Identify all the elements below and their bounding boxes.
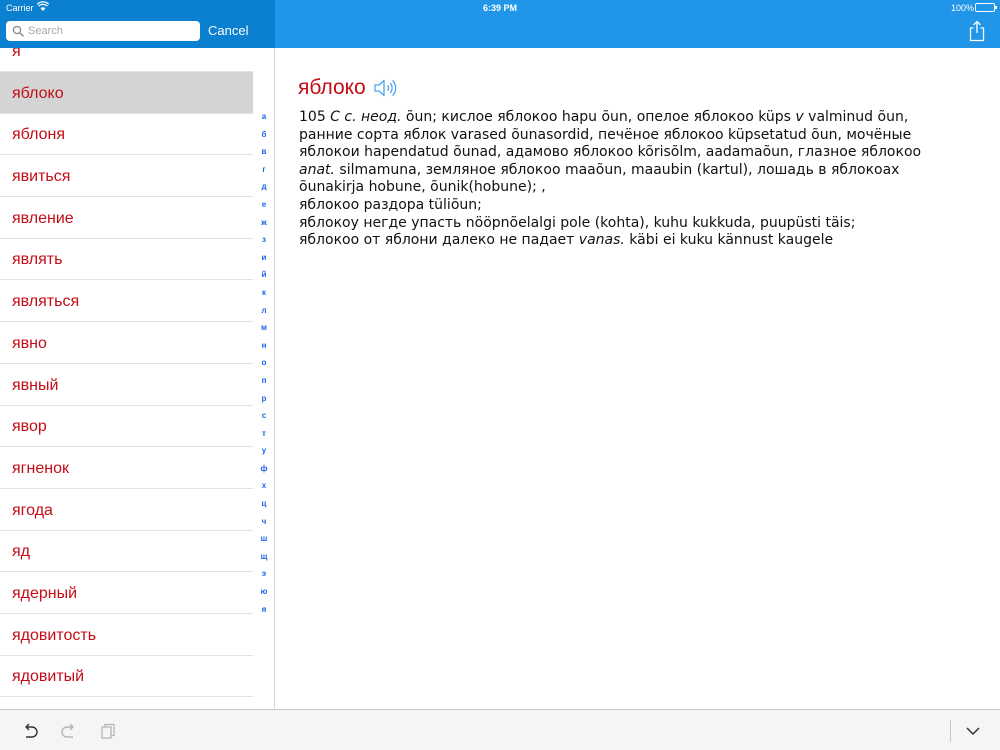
list-item-label: являть: [12, 251, 63, 269]
entry-title: яблоко: [298, 76, 366, 99]
list-item-label: яд: [12, 543, 30, 561]
battery-icon: [975, 3, 995, 12]
index-letter[interactable]: б: [261, 129, 267, 139]
index-letter[interactable]: я: [261, 604, 267, 614]
definition-text: яблокои hapendatud õunad, адамово яблокоо kõrisõlm, aadamaõun, глазное яблокоо: [299, 144, 922, 161]
list-item[interactable]: [0, 114, 253, 156]
word-list-panel: [0, 48, 275, 709]
definition-label: С с. неод.: [330, 109, 402, 125]
definition-line: [299, 109, 949, 127]
index-letter[interactable]: и: [261, 252, 267, 262]
definition-line: [299, 197, 949, 215]
battery-percent: 100%: [950, 3, 974, 13]
index-letter[interactable]: щ: [260, 551, 268, 561]
cancel-button[interactable]: Cancel: [208, 23, 249, 38]
index-letter[interactable]: з: [262, 235, 266, 245]
list-item-label: ягода: [12, 501, 53, 519]
word-list: [0, 48, 253, 697]
index-letter[interactable]: е: [261, 199, 267, 209]
definition-text: яблокоу негде упасть nööpnõelalgi pole (kohta), kuhu kukkuda, puupüsti täis;: [299, 214, 856, 231]
redo-icon[interactable]: [60, 723, 78, 739]
list-item-label: ядерный: [12, 584, 78, 602]
index-letter[interactable]: а: [261, 112, 267, 121]
list-item[interactable]: [0, 72, 253, 114]
list-item[interactable]: [0, 197, 253, 239]
list-item-label: явор: [12, 418, 47, 436]
index-letter[interactable]: ш: [260, 534, 268, 544]
list-item-label: явный: [12, 376, 59, 394]
list-item-label: явиться: [12, 168, 71, 186]
list-item[interactable]: [0, 155, 253, 197]
search-icon: [12, 25, 24, 37]
definition-text: яблокоо от яблони далеко не падает: [299, 232, 579, 249]
index-letter[interactable]: р: [261, 393, 267, 403]
list-item[interactable]: [0, 531, 253, 573]
definition-line: [299, 127, 949, 145]
list-item[interactable]: [0, 48, 253, 72]
search-input[interactable]: [28, 23, 196, 39]
carrier-label: Carrier: [6, 3, 34, 13]
list-item[interactable]: [0, 489, 253, 531]
index-letter[interactable]: о: [261, 358, 267, 368]
index-letter[interactable]: п: [261, 375, 267, 385]
index-letter[interactable]: ж: [261, 217, 267, 227]
speaker-icon[interactable]: [373, 78, 399, 98]
entry-definition: [299, 109, 949, 250]
index-letter[interactable]: ц: [261, 499, 267, 509]
index-letter[interactable]: г: [262, 164, 266, 174]
definition-line: [299, 232, 949, 250]
undo-icon[interactable]: [21, 723, 39, 739]
list-item-label: являться: [12, 293, 80, 311]
index-letter[interactable]: й: [261, 270, 267, 280]
definition-line: [299, 215, 949, 233]
definition-label: v: [795, 109, 804, 125]
definition-text: õun; кислое яблокоо hapu õun, опелое яблокоо küps: [401, 109, 796, 125]
index-letter[interactable]: в: [261, 147, 267, 157]
definition-text: silmamuna, земляное яблокоо maaõun, maaubin (kartul), лошадь в яблокоах: [334, 161, 900, 178]
definition-text: valminud õun,: [803, 109, 909, 125]
list-item[interactable]: [0, 322, 253, 364]
list-item-label: ядовитость: [12, 626, 97, 644]
top-bar: [0, 0, 1000, 48]
index-letter[interactable]: т: [262, 428, 266, 438]
copy-icon[interactable]: [99, 723, 117, 739]
clock: 6:39 PM: [482, 3, 517, 13]
definition-text: õunakirja hobune, õunik(hobune); ,: [299, 179, 546, 196]
entry-view: [276, 48, 1000, 709]
chevron-down-icon[interactable]: [964, 723, 982, 739]
definition-text: käbi ei kuku kännust kaugele: [624, 232, 834, 249]
index-letter[interactable]: д: [261, 182, 267, 192]
list-item-label: ядовитый: [12, 668, 85, 686]
index-letter[interactable]: ф: [260, 463, 268, 473]
list-item-label: я: [12, 48, 21, 60]
list-item[interactable]: [0, 572, 253, 614]
definition-line: [299, 179, 949, 197]
definition-line: [299, 144, 949, 162]
list-item[interactable]: [0, 280, 253, 322]
share-icon[interactable]: [968, 20, 986, 42]
index-letter[interactable]: л: [261, 305, 267, 315]
list-item-label: явно: [12, 334, 47, 352]
status-bar: [0, 0, 1000, 16]
list-item-label: явление: [12, 209, 74, 227]
index-letter[interactable]: с: [261, 411, 267, 421]
index-letter[interactable]: э: [261, 569, 267, 579]
alphabet-index[interactable]: [255, 108, 273, 618]
list-item-label: ягненок: [12, 459, 69, 477]
index-letter[interactable]: ю: [260, 587, 268, 597]
list-item[interactable]: [0, 406, 253, 448]
list-item-label: яблоко: [12, 84, 64, 102]
toolbar-divider: [950, 720, 951, 742]
index-letter[interactable]: х: [261, 481, 267, 491]
search-field[interactable]: [6, 21, 200, 41]
index-letter[interactable]: у: [261, 446, 267, 456]
list-item-label: яблоня: [12, 126, 66, 144]
index-letter[interactable]: ч: [261, 516, 267, 526]
list-item[interactable]: [0, 364, 253, 406]
index-letter[interactable]: м: [261, 323, 267, 333]
list-item[interactable]: [0, 447, 253, 489]
definition-label: vanas.: [578, 232, 625, 249]
bottom-toolbar: [0, 709, 1000, 750]
list-item[interactable]: [0, 239, 253, 281]
definition-label: anat.: [299, 161, 335, 178]
list-item[interactable]: [0, 656, 253, 698]
list-item[interactable]: [0, 614, 253, 656]
index-letter[interactable]: н: [261, 340, 267, 350]
definition-text: яблокоо раздора tüliõun;: [299, 196, 482, 213]
definition-text: 105: [299, 109, 331, 125]
index-letter[interactable]: к: [261, 287, 266, 297]
definition-line: [299, 162, 949, 180]
definition-text: ранние сорта яблок varased õunasordid, печёное яблокоо küpsetatud õun, мочёные: [299, 126, 912, 143]
